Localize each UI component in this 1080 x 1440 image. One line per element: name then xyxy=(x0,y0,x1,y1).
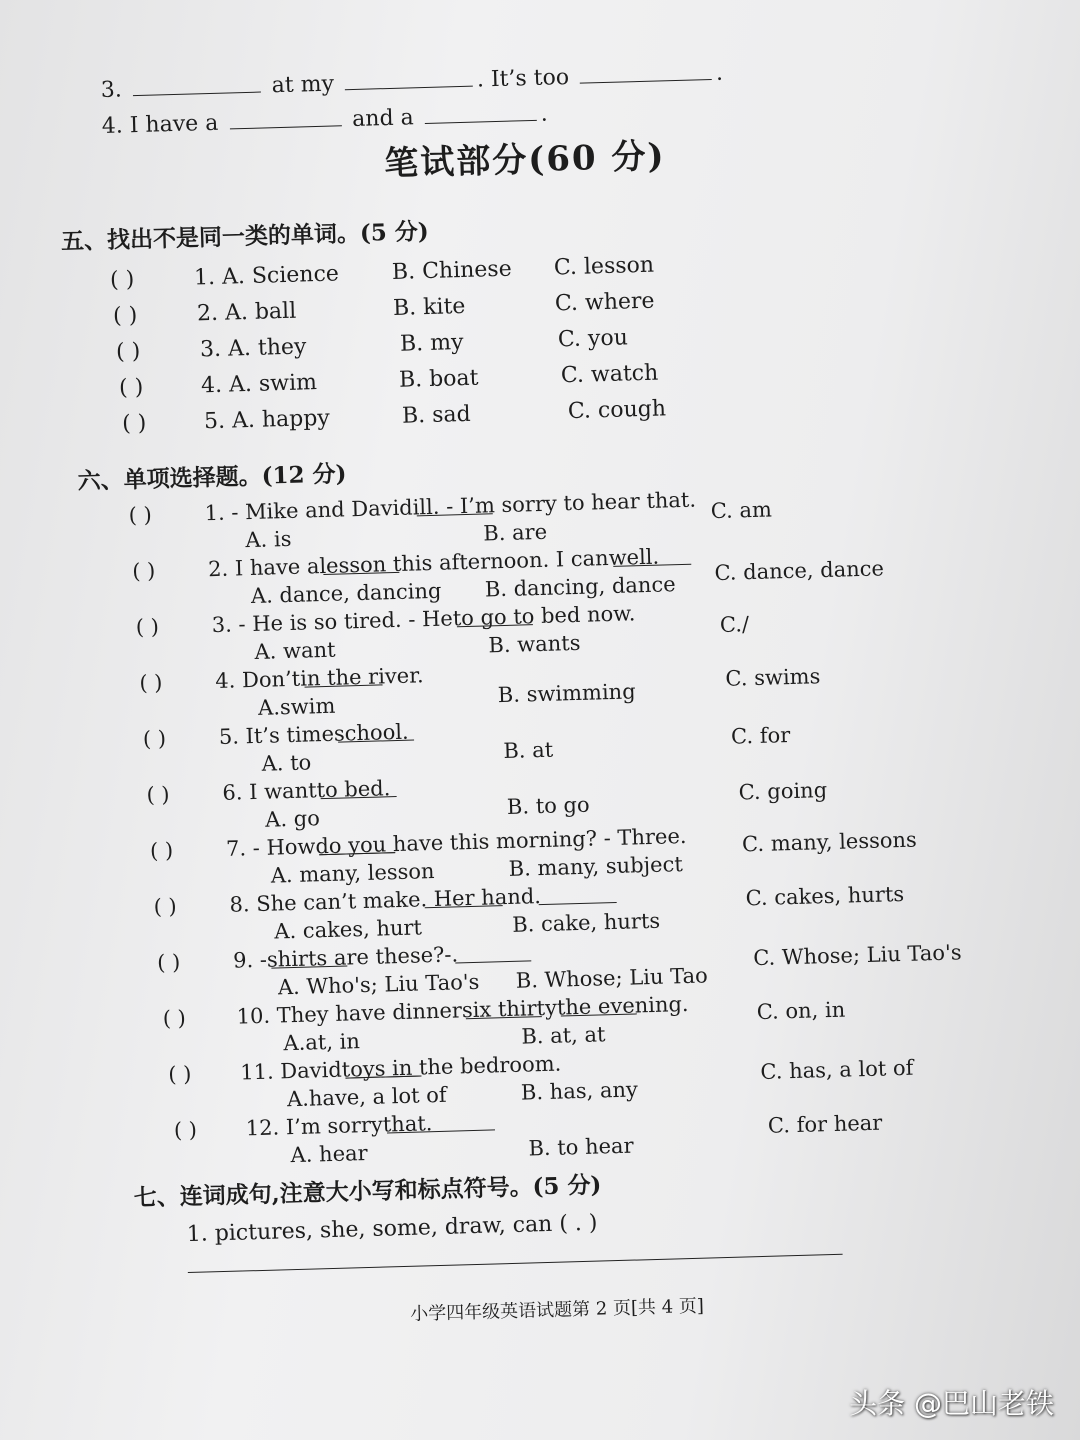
option-c: C. watch xyxy=(560,360,659,389)
option-a: A. hear xyxy=(290,1140,368,1168)
stem-part: six thirty xyxy=(461,995,558,1023)
stem-part: to go to bed now. xyxy=(452,601,636,631)
answer-blank xyxy=(345,1055,422,1078)
stem-part: 1. - Mike and David xyxy=(204,495,413,526)
answer-paren: ( ) xyxy=(112,303,138,329)
answer-paren: ( ) xyxy=(135,614,160,640)
option-b: B. Whose; Liu Tao xyxy=(515,963,708,993)
option-b: B. are xyxy=(482,519,548,546)
answer-blank xyxy=(424,885,503,908)
stem-part: the evening. xyxy=(556,991,689,1020)
stem-part: 12. I’m sorry xyxy=(245,1112,384,1141)
page-title: 笔试部分(60 分) xyxy=(383,136,667,185)
answer-paren: ( ) xyxy=(139,670,163,696)
stem-part: 2. I have a xyxy=(207,554,320,582)
option-c: C. cakes, hurts xyxy=(745,881,905,911)
option-a: A.at, in xyxy=(283,1029,361,1056)
question-stem xyxy=(204,488,696,526)
stem-part: . xyxy=(533,884,542,909)
q3-blank-1 xyxy=(132,72,261,97)
answer-blank xyxy=(386,1109,495,1133)
option-a: A. dance, dancing xyxy=(250,578,442,609)
stem-part: toys in the bedroom. xyxy=(341,1051,562,1082)
stem-part: 4. Don’t xyxy=(215,666,301,694)
q4-blank-2 xyxy=(424,100,537,124)
option-c: C. you xyxy=(557,325,629,353)
option-b: B. many, subject xyxy=(508,852,684,881)
option-c: C. swims xyxy=(725,664,821,691)
option-a: A. is xyxy=(245,526,292,553)
answer-writing-line xyxy=(188,1254,843,1273)
stem-part: . xyxy=(451,942,459,967)
answer-paren: ( ) xyxy=(156,950,181,975)
stem-part: to bed. xyxy=(316,776,391,803)
option-c: C. am xyxy=(710,497,773,524)
option-c: C./ xyxy=(719,612,750,637)
answer-blank xyxy=(612,544,691,567)
q3-end: . xyxy=(715,60,724,86)
option-b: B. sad xyxy=(401,401,472,429)
answer-blank xyxy=(416,493,493,516)
answer-paren: ( ) xyxy=(162,1006,187,1031)
answer-paren: ( ) xyxy=(153,894,178,919)
option-c: C. for hear xyxy=(767,1110,883,1138)
option-a: 4. A. swim xyxy=(200,370,318,399)
answer-paren: ( ) xyxy=(146,782,170,808)
answer-paren: ( ) xyxy=(118,374,144,401)
option-b: B. kite xyxy=(392,293,466,321)
stem-part: 8. She can’t make xyxy=(229,887,421,917)
stem-part: 7. - How xyxy=(225,834,316,861)
answer-blank xyxy=(323,552,400,575)
q3-text-at-my: at my xyxy=(271,71,335,99)
stem-part: 6. I want xyxy=(222,778,317,805)
stem-part: 5. It’s time xyxy=(218,721,335,749)
answer-paren: ( ) xyxy=(128,502,153,528)
option-c: C. for xyxy=(730,723,791,749)
option-b: B. boat xyxy=(398,365,479,393)
section7-heading: 七、连词成句,注意大小写和标点符号。(5 分) xyxy=(133,1171,602,1212)
option-a: A. go xyxy=(264,806,321,832)
q4-number: 4. xyxy=(101,113,124,140)
option-b: B. at xyxy=(503,737,554,764)
listening-q3 xyxy=(100,59,723,103)
option-b: B. my xyxy=(399,330,464,357)
option-a: A. want xyxy=(254,637,336,664)
stem-part: school. xyxy=(333,719,409,746)
option-c: C. Whose; Liu Tao's xyxy=(752,940,962,971)
option-c: C. cough xyxy=(567,396,667,425)
answer-blank xyxy=(561,993,638,1016)
page-footer: 小学四年级英语试题第 2 页[共 4 页] xyxy=(409,1295,705,1325)
stem-part: well. xyxy=(608,544,660,571)
q4-end: . xyxy=(540,101,549,127)
stem-part: 3. - He is so tired. - He xyxy=(211,606,454,638)
question-stem xyxy=(233,942,459,972)
stem-part: that. xyxy=(382,1111,433,1137)
stem-part: lesson this afternoon. I can xyxy=(319,546,609,579)
q4-blank-1 xyxy=(229,105,342,129)
option-b: B. at, at xyxy=(521,1022,606,1049)
stem-part: . Her hand xyxy=(420,884,535,912)
answer-blank xyxy=(304,664,383,687)
answer-paren: ( ) xyxy=(149,838,174,863)
option-c: C. dance, dance xyxy=(714,556,885,586)
option-a: 2. A. ball xyxy=(196,298,297,327)
answer-paren: ( ) xyxy=(142,726,167,752)
option-b: B. Chinese xyxy=(391,256,513,285)
answer-paren: ( ) xyxy=(121,410,147,437)
option-a: A.have, a lot of xyxy=(286,1082,447,1112)
option-c: C. going xyxy=(738,778,828,805)
option-c: C. many, lessons xyxy=(741,827,918,857)
answer-blank xyxy=(319,832,396,855)
option-c: C. lesson xyxy=(553,252,655,281)
answer-paren: ( ) xyxy=(109,267,135,293)
option-a: A. many, lesson xyxy=(270,859,435,888)
answer-blank xyxy=(456,604,533,627)
section7-question-1: 1. pictures, she, some, draw, can ( . ) xyxy=(186,1210,598,1248)
option-a: A.swim xyxy=(257,693,336,720)
option-c: C. where xyxy=(554,288,655,317)
option-a: 5. A. happy xyxy=(203,405,331,435)
option-a: 3. A. they xyxy=(199,334,307,363)
answer-blank xyxy=(466,996,543,1019)
option-a: A. to xyxy=(261,750,312,776)
stem-part: 10. They have dinner xyxy=(236,998,463,1029)
q4-text-and-a: and a xyxy=(351,105,415,133)
stem-part: ill. - I’m sorry to hear that. xyxy=(412,487,697,520)
option-b: B. cake, hurts xyxy=(511,908,661,937)
answer-paren: ( ) xyxy=(167,1061,192,1087)
q3-blank-3 xyxy=(580,59,713,84)
answer-blank xyxy=(338,720,415,743)
option-b: B. dancing, dance xyxy=(484,572,676,602)
answer-blank xyxy=(320,776,397,799)
watermark-caption: 头条 @巴山老铁 xyxy=(849,1387,1054,1420)
option-a: 1. A. Science xyxy=(193,261,340,291)
stem-part: 11. David xyxy=(239,1057,343,1085)
section5-heading: 五、找出不是同一类的单词。(5 分) xyxy=(60,217,430,256)
question-stem xyxy=(219,720,409,749)
q3-text-its-too: . It’s too xyxy=(476,64,570,93)
option-b: B. swimming xyxy=(497,679,636,708)
option-b: B. to hear xyxy=(528,1133,634,1161)
answer-blank xyxy=(455,940,532,963)
answer-blank xyxy=(271,945,348,968)
option-a: A. cakes, hurt xyxy=(274,915,423,944)
answer-blank xyxy=(538,882,617,905)
question-stem xyxy=(215,663,424,693)
stem-part: 9. - xyxy=(232,947,268,973)
q3-number: 3. xyxy=(100,77,123,104)
answer-paren: ( ) xyxy=(115,339,141,365)
question-stem xyxy=(222,776,391,805)
stem-part: shirts are these?- xyxy=(266,942,452,972)
option-b: B. has, any xyxy=(520,1077,639,1105)
option-c: C. on, in xyxy=(756,997,846,1025)
answer-paren: ( ) xyxy=(131,558,156,584)
answer-paren: ( ) xyxy=(173,1117,198,1143)
stem-part: in the river. xyxy=(299,663,424,691)
option-c: C. has, a lot of xyxy=(760,1055,914,1084)
option-a: A. Who's; Liu Tao's xyxy=(277,969,480,1000)
q4-text-i-have-a: I have a xyxy=(129,110,219,139)
question-stem xyxy=(246,1111,433,1140)
option-b: B. wants xyxy=(488,630,581,658)
section6-heading: 六、单项选择题。(12 分) xyxy=(77,460,347,495)
option-b: B. to go xyxy=(506,792,590,819)
stem-part: do you have this morning? - Three. xyxy=(315,823,687,859)
q3-blank-2 xyxy=(345,66,474,91)
